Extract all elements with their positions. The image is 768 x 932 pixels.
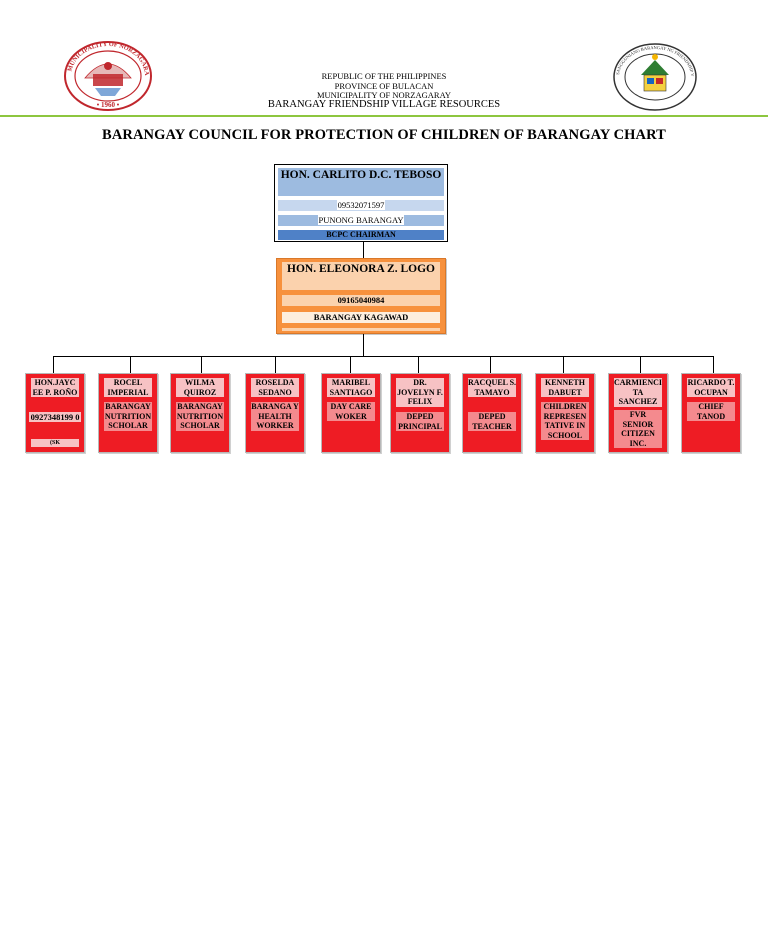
member-box (535, 373, 595, 453)
member-box (170, 373, 230, 453)
member-role: FVR SENIOR CITIZEN INC. (614, 410, 662, 448)
member-role: CHILDREN REPRESEN TATIVE IN SCHOOL (541, 402, 589, 440)
header-divider (0, 115, 768, 117)
kagawad-position: BARANGAY KAGAWAD (282, 312, 440, 323)
member-name: HON.JAYC EE P. ROÑO (32, 378, 78, 397)
chairman-role: BCPC CHAIRMAN (278, 230, 444, 240)
member-name: WILMA QUIROZ (176, 378, 224, 397)
header-municipality: MUNICIPALITY OF NORZAGARAY (316, 90, 452, 100)
member-name: MARIBEL SANTIAGO (327, 378, 375, 397)
members-bus-line (53, 356, 714, 357)
member-box (98, 373, 158, 453)
kagawad-name: HON. ELEONORA Z. LOGO (282, 262, 440, 290)
member-box (390, 373, 450, 453)
chairman-name: HON. CARLITO D.C. TEBOSO (278, 168, 444, 196)
page-title: BARANGAY COUNCIL FOR PROTECTION OF CHILDREN OF BARANGAY CHART (102, 127, 666, 143)
svg-text:• 1960 •: • 1960 • (96, 101, 120, 109)
svg-text:MUNICIPALITY OF NORZAGARAY BUL: MUNICIPALITY OF NORZAGARA (66, 40, 151, 76)
member-box (608, 373, 668, 453)
drop-line (640, 356, 641, 373)
member-phone: 0927348199 0 (30, 412, 80, 422)
kagawad-subline (282, 328, 440, 331)
member-name: RACQUEL S. TAMAYO (468, 378, 517, 397)
municipal-seal-logo (63, 40, 153, 112)
member-box (681, 373, 741, 453)
member-name: RICARDO T. OCUPAN (687, 378, 735, 397)
header-republic: REPUBLIC OF THE PHILIPPINES (321, 71, 447, 81)
member-name: ROSELDA SEDANO (251, 378, 299, 397)
header-barangay: BARANGAY FRIENDSHIP VILLAGE RESOURCES (267, 99, 501, 110)
kagawad-box (276, 258, 446, 334)
member-name: KENNETH DABUET (541, 378, 589, 397)
chairman-position-row (278, 215, 444, 226)
drop-line (275, 356, 276, 373)
drop-line (201, 356, 202, 373)
member-box (245, 373, 305, 453)
member-box (321, 373, 381, 453)
member-extra: (SK (31, 439, 79, 447)
chairman-box (274, 164, 448, 242)
member-role: DEPED TEACHER (468, 412, 516, 431)
drop-line (350, 356, 351, 373)
kagawad-phone: 09165040984 (282, 295, 440, 306)
drop-line (418, 356, 419, 373)
member-role: DAY CARE WOKER (327, 402, 375, 421)
member-role: BARANGAY NUTRITION SCHOLAR (104, 402, 152, 430)
member-name: CARMIENCI TA SANCHEZ (614, 378, 662, 406)
member-name: DR. JOVELYN F. FELIX (397, 378, 443, 406)
chairman-position: PUNONG BARANGAY (318, 215, 404, 225)
member-role: CHIEF TANOD (687, 402, 735, 421)
member-role: BARANGA Y HEALTH WORKER (251, 402, 299, 430)
drop-line (53, 356, 54, 373)
chairman-phone: 09532071597 (337, 200, 385, 210)
connector-chair-kagawad (363, 242, 364, 258)
member-role: BARANGAY NUTRITION SCHOLAR (176, 402, 224, 430)
connector-kagawad-members (363, 334, 364, 356)
member-role: DEPED PRINCIPAL (396, 412, 444, 431)
barangay-seal-logo (613, 42, 697, 112)
drop-line (130, 356, 131, 373)
drop-line (563, 356, 564, 373)
header-province: PROVINCE OF BULACAN (334, 81, 434, 91)
svg-text:SANGGUNIANG BARANGAY NG FRIEND: SANGGUNIANG BARANGAY NG FRIENDSHIP V (615, 44, 696, 77)
chairman-phone-row (278, 200, 444, 211)
drop-line (713, 356, 714, 373)
drop-line (490, 356, 491, 373)
member-box (462, 373, 522, 453)
member-box (25, 373, 85, 453)
member-name: ROCEL IMPERIAL (104, 378, 152, 397)
